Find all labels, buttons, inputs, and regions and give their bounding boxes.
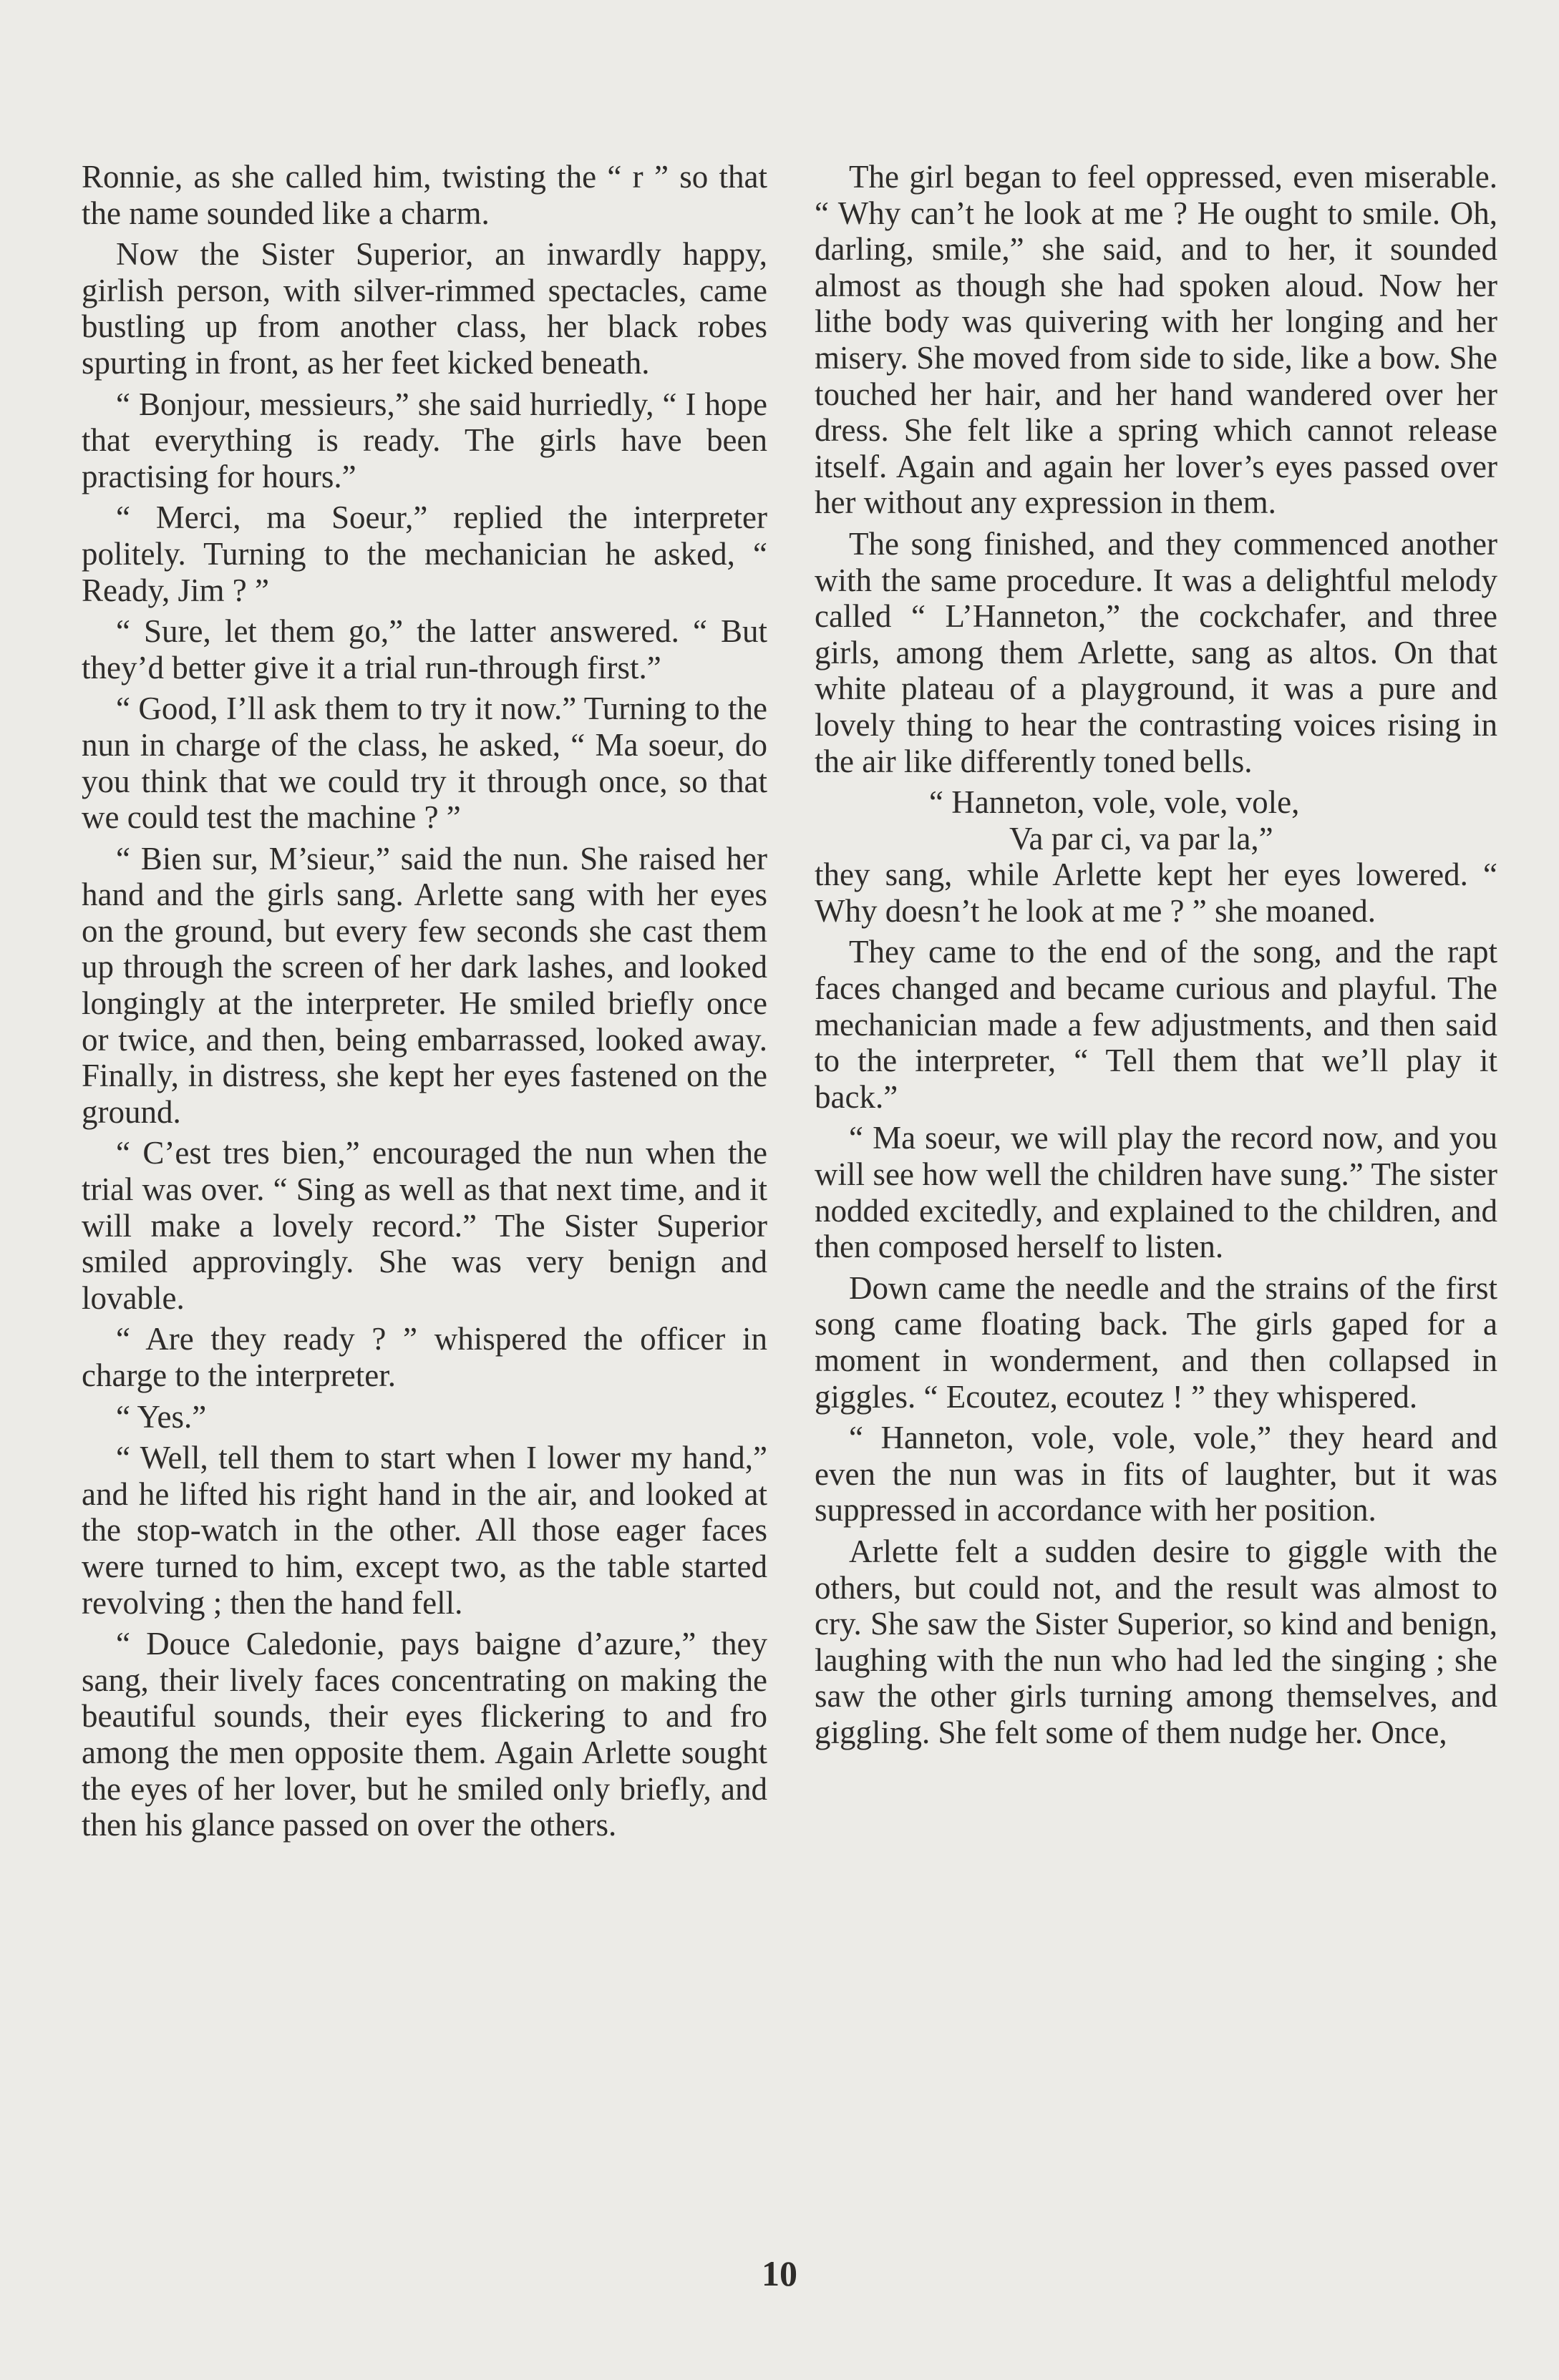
paragraph: they sang, while Arlette kept her eyes lowered. “ Why doesn’t he look at me ? ” she moaned.	[815, 857, 1497, 929]
paragraph: Now the Sister Superior, an inwardly happy, girlish person, with silver-rimmed spectacles, came bustling up from another class, her black robes spurting in front, as her feet kicked beneath.	[82, 236, 767, 381]
paragraph: Arlette felt a sudden desire to giggle with the others, but could not, and the result was almost to cry. She saw the Sister Superior, so kind and benign, laughing with the nun who had led the singing ; she saw the other girls turning among themselves, and giggling. She felt some of them nudge her. Once,	[815, 1533, 1497, 1750]
paragraph: “ Are they ready ? ” whispered the officer in charge to the interpreter.	[82, 1321, 767, 1393]
verse-line: “ Hanneton, vole, vole, vole,	[929, 784, 1300, 821]
paragraph: Down came the needle and the strains of the first song came floating back. The girls gaped for a moment in wonderment, and then collapsed in giggles. “ Ecoutez, ecoutez ! ” they whispered.	[815, 1269, 1497, 1415]
paragraph: “ Ma soeur, we will play the record now, and you will see how well the children have sung.” The sister nodded excitedly, and explained to the children, and then composed herself to listen.	[815, 1120, 1497, 1265]
left-column	[82, 159, 767, 1848]
right-column	[815, 159, 1497, 1756]
paragraph: “ Sure, let them go,” the latter answered. “ But they’d better give it a trial run-through first.”	[82, 613, 767, 686]
paragraph: “ Bonjour, messieurs,” she said hurriedly, “ I hope that everything is ready. The girls have been practising for hours.”	[82, 386, 767, 494]
page-number: 10	[762, 2253, 797, 2293]
paragraph: The girl began to feel oppressed, even miserable. “ Why can’t he look at me ? He ought to smile. Oh, darling, smile,” she said, and to her, it sounded almost as though she had spoken aloud. Now her lithe body was quivering with her longing and her misery. She moved from side to side, like a bow. She touched her hair, and her hand wandered over her dress. She felt like a spring which cannot release itself. Again and again her lover’s eyes passed over her without any expression in them.	[815, 159, 1497, 521]
paragraph: “ Hanneton, vole, vole, vole,” they heard and even the nun was in fits of laughter, but it was suppressed in accordance with her position.	[815, 1420, 1497, 1528]
paragraph: “ Merci, ma Soeur,” replied the interpreter politely. Turning to the mechanician he asked, “ Ready, Jim ? ”	[82, 499, 767, 608]
paragraph: “ Well, tell them to start when I lower my hand,” and he lifted his right hand in the air, and looked at the stop-watch in the other. All those eager faces were turned to him, except two, as the table started revolving ; then the hand fell.	[82, 1440, 767, 1621]
paragraph: “ Yes.”	[116, 1398, 207, 1435]
paragraph: “ Good, I’ll ask them to try it now.” Turning to the nun in charge of the class, he asked, “ Ma soeur, do you think that we could try it through once, so that we could test the machine ? ”	[82, 691, 767, 836]
paragraph: “ Douce Caledonie, pays baigne d’azure,” they sang, their lively faces concentrating on making the beautiful sounds, their eyes flickering to and fro among the men opposite them. Again Arlette sought the eyes of her lover, but he smiled only briefly, and then his glance passed on over the others.	[82, 1626, 767, 1843]
paragraph: The song finished, and they commenced another with the same procedure. It was a delightful melody called “ L’Hanneton,” the cockchafer, and three girls, among them Arlette, sang as altos. On that white plateau of a playground, it was a pure and lovely thing to hear the contrasting voices rising in the air like differently toned bells.	[815, 525, 1497, 779]
paragraph: They came to the end of the song, and the rapt faces changed and became curious and playful. The mechanician made a few adjustments, and then said to the interpreter, “ Tell them that we’ll play it back.”	[815, 934, 1497, 1115]
verse-line: Va par ci, va par la,”	[1009, 820, 1273, 857]
paragraph: “ C’est tres bien,” encouraged the nun when the trial was over. “ Sing as well as that next time, and it will make a lovely record.” The Sister Superior smiled approvingly. She was very benign and lovable.	[82, 1135, 767, 1316]
paragraph: Ronnie, as she called him, twisting the “ r ” so that the name sounded like a charm.	[82, 159, 767, 231]
song-verse	[815, 784, 1497, 857]
paragraph: “ Bien sur, M’sieur,” said the nun. She raised her hand and the girls sang. Arlette sang with her eyes on the ground, but every few seconds she cast them up through the screen of her dark lashes, and looked longingly at the interpreter. He smiled briefly once or twice, and then, being embarrassed, looked away. Finally, in distress, she kept her eyes fastened on the ground.	[82, 840, 767, 1130]
